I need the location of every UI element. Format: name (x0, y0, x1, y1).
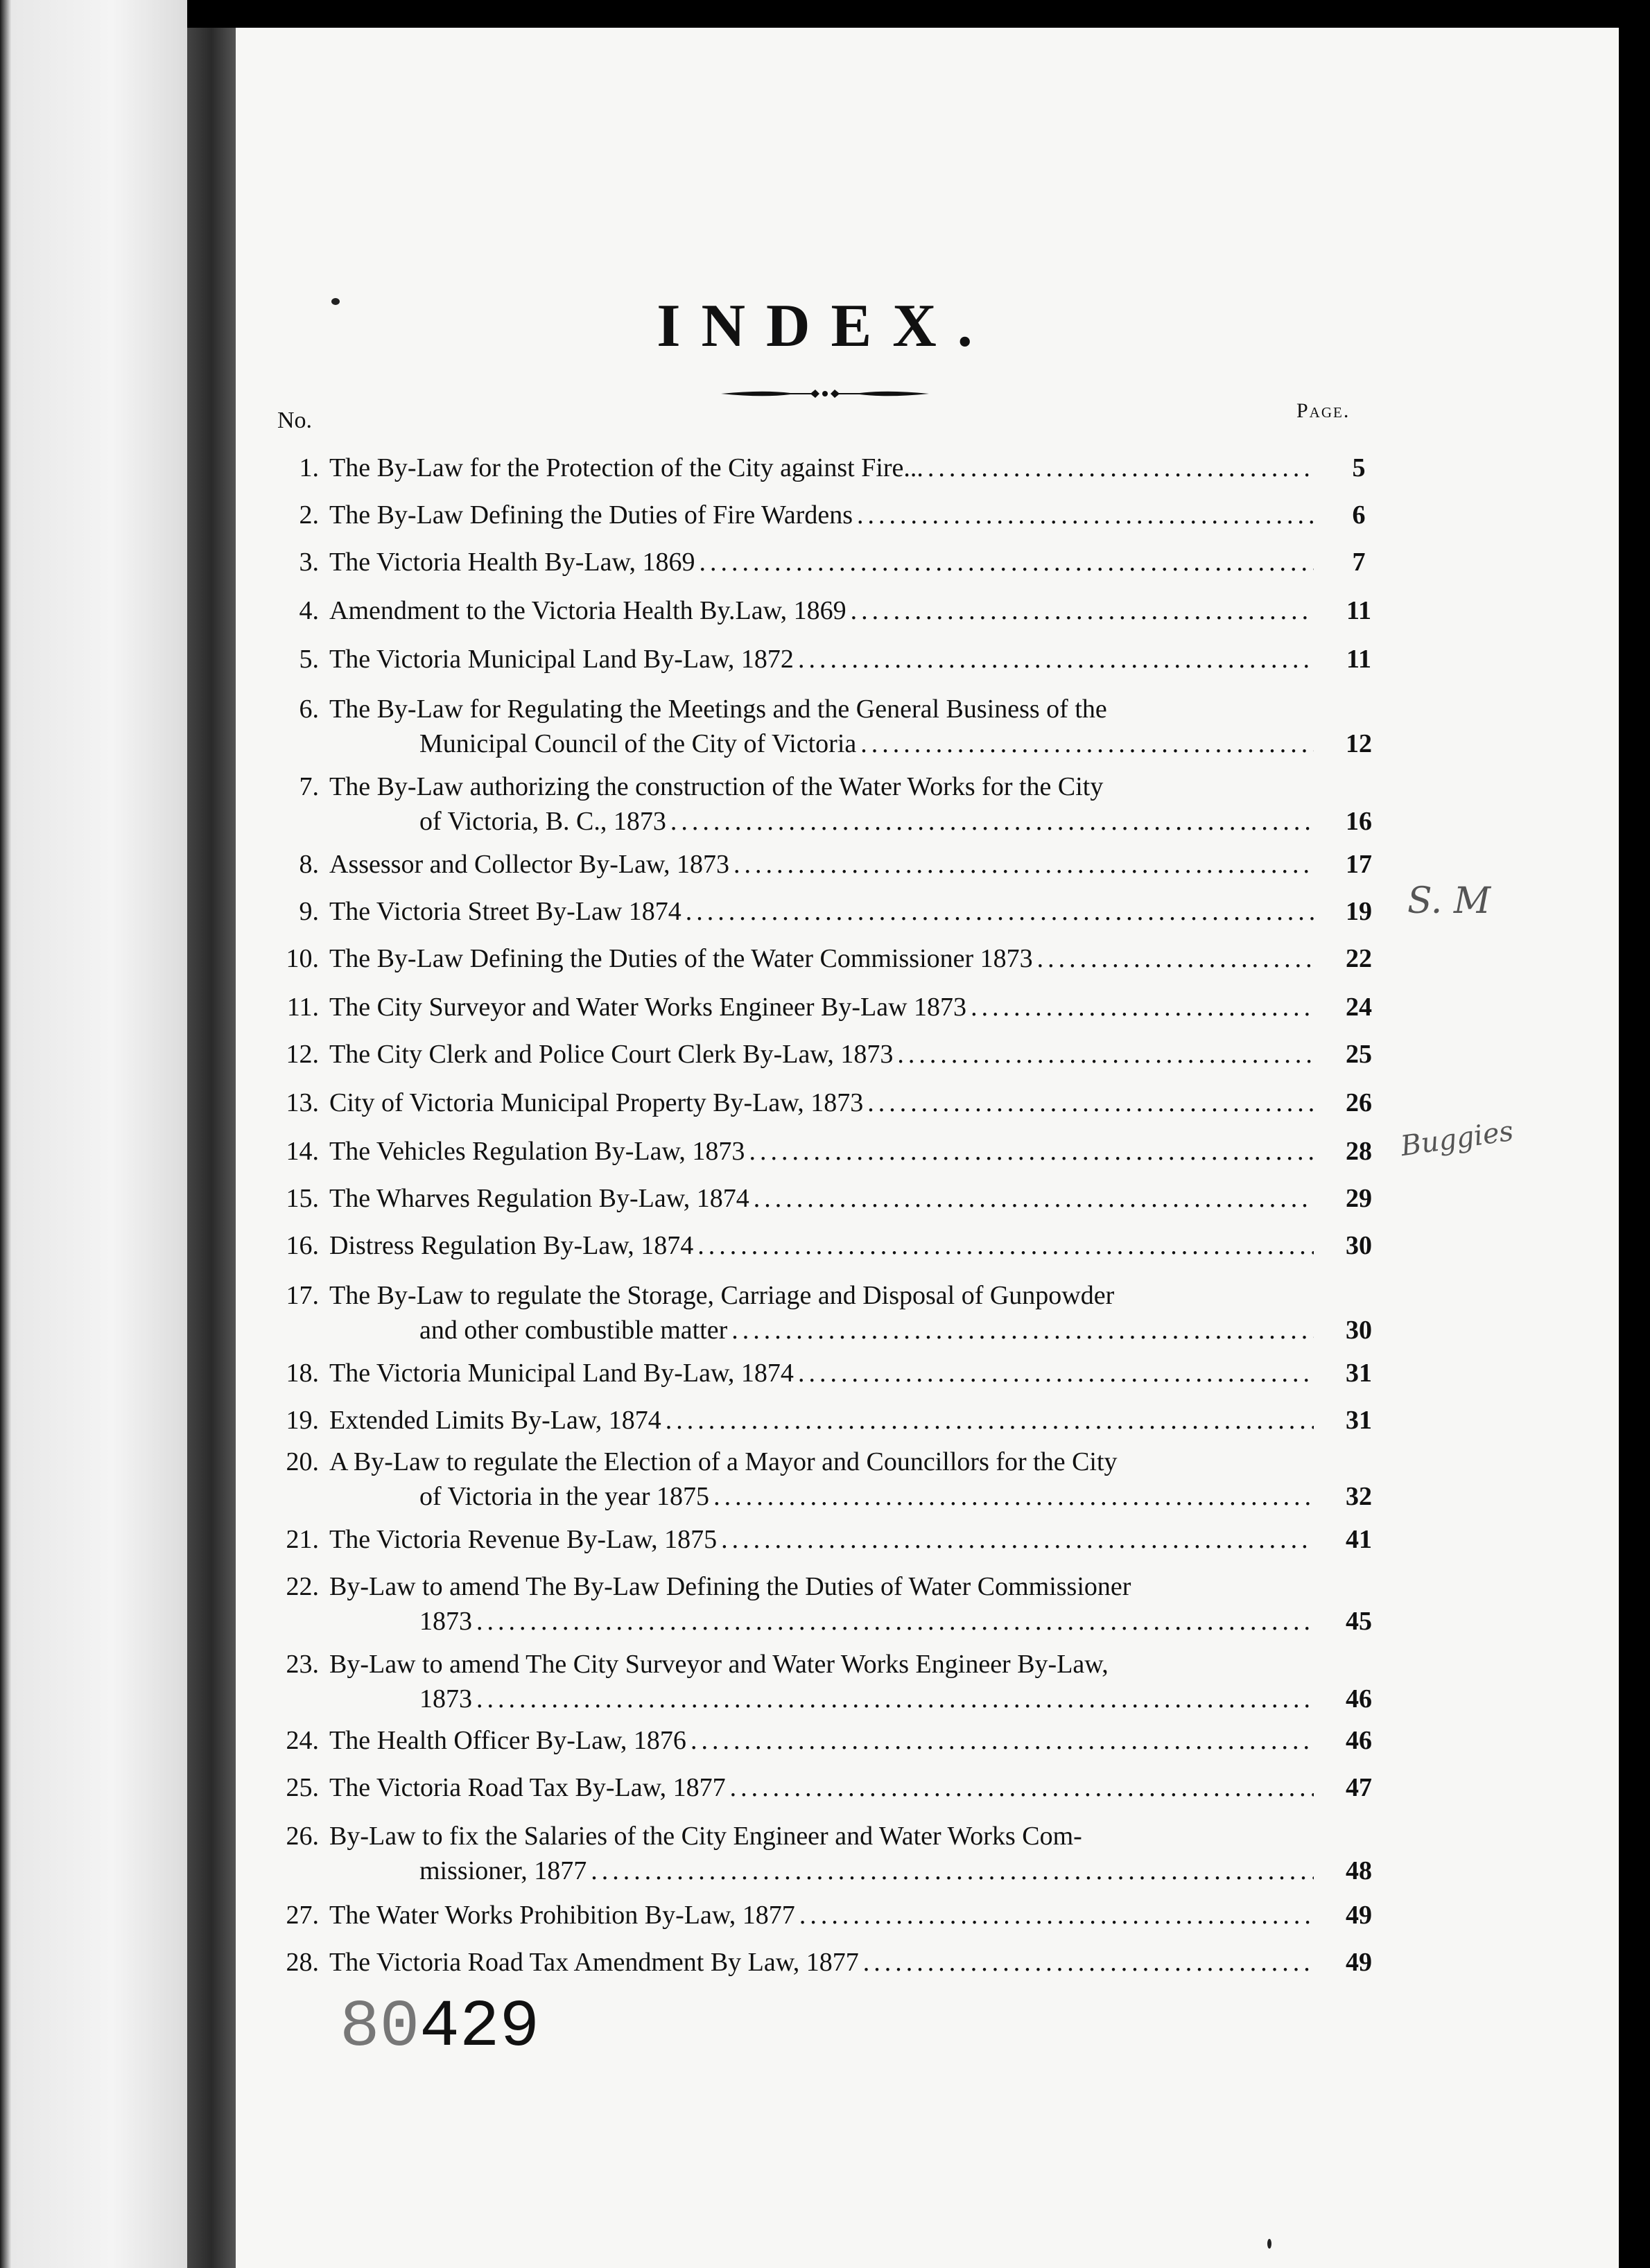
entry-page-number: 24 (1346, 993, 1372, 1022)
entry-number: 4. (299, 596, 319, 625)
dot-leader (897, 1037, 1314, 1072)
entry-title (329, 1445, 1314, 1514)
entry-number: 5. (299, 645, 319, 674)
entry-title-line (329, 1445, 1314, 1479)
entry-title-text: of Victoria in the year 1875 (419, 1482, 710, 1511)
entry-title-line (329, 1819, 1314, 1853)
dot-leader (749, 1134, 1314, 1169)
entry-page-number: 17 (1346, 850, 1372, 879)
entry-page-number: 12 (1346, 729, 1372, 758)
entry-title-line (329, 894, 1314, 929)
entry-page-number: 22 (1346, 944, 1372, 973)
dot-leader (666, 1403, 1314, 1438)
page-title: INDEX. (657, 293, 993, 360)
entry-title (329, 847, 1314, 882)
entry-number: 9. (299, 897, 319, 926)
entry-title-text: The City Surveyor and Water Works Engineer By-Law 1873 (329, 993, 967, 1022)
dot-leader (928, 451, 1314, 485)
entry-title (329, 1037, 1314, 1072)
entry-title-text: Distress Regulation By-Law, 1874 (329, 1231, 694, 1260)
entry-number: 21. (286, 1525, 319, 1554)
entry-title (329, 1403, 1314, 1438)
entry-title-text: 1873 (419, 1607, 472, 1636)
ink-speck (1267, 2239, 1271, 2249)
entry-page-number: 6 (1352, 500, 1366, 530)
entry-page-number: 28 (1346, 1137, 1372, 1166)
column-header-no: No. (277, 408, 313, 433)
entry-number: 22. (286, 1572, 319, 1601)
entry-title (329, 642, 1314, 677)
entry-title-text: The By-Law authorizing the construction of the Water Works for the City (329, 772, 1104, 801)
dot-leader (867, 1085, 1314, 1120)
entry-number: 20. (286, 1447, 319, 1476)
entry-title-text: missioner, 1877 (419, 1856, 587, 1885)
entry-title (329, 1770, 1314, 1805)
entry-title-text: The By-Law Defining the Duties of Fire Wardens (329, 500, 853, 530)
entry-title-line (329, 545, 1314, 579)
entry-title-text: The By-Law for Regulating the Meetings and the General Business of the (329, 695, 1107, 724)
entry-title-text: Amendment to the Victoria Health By.Law, 1869 (329, 596, 846, 625)
entry-title-line (329, 726, 1314, 761)
entry-title-line (329, 1522, 1314, 1557)
entry-title-line (329, 1403, 1314, 1438)
entry-number: 23. (286, 1650, 319, 1679)
entry-title-line (329, 1682, 1314, 1716)
entry-title-line (329, 990, 1314, 1024)
entry-title-line (329, 1898, 1314, 1933)
entry-page-number: 46 (1346, 1684, 1372, 1713)
entry-number: 15. (286, 1184, 319, 1213)
entry-page-number: 45 (1346, 1607, 1372, 1636)
entry-title (329, 941, 1314, 976)
stamp-digits-faint: 80 (340, 1989, 420, 2065)
entry-page-number: 49 (1346, 1948, 1372, 1977)
entry-page-number: 11 (1346, 645, 1371, 674)
entry-number: 6. (299, 695, 319, 724)
dot-leader (863, 1945, 1314, 1980)
entry-title (329, 1945, 1314, 1980)
entry-page-number: 25 (1346, 1040, 1372, 1069)
entry-title-text: The Victoria Health By-Law, 1869 (329, 548, 695, 577)
entry-title (329, 545, 1314, 579)
entry-number: 13. (286, 1088, 319, 1117)
entry-title (329, 593, 1314, 628)
entry-title-text: The Health Officer By-Law, 1876 (329, 1726, 686, 1755)
entry-number: 12. (286, 1040, 319, 1069)
entry-number: 16. (286, 1231, 319, 1260)
entry-page-number: 19 (1346, 897, 1372, 926)
entry-title-text: The By-Law Defining the Duties of the Water Commissioner 1873 (329, 944, 1033, 973)
entry-number: 7. (299, 772, 319, 801)
entry-number: 26. (286, 1822, 319, 1851)
entry-number: 10. (286, 944, 319, 973)
entry-title (329, 990, 1314, 1024)
entry-page-number: 30 (1346, 1316, 1372, 1345)
entry-page-number: 31 (1346, 1406, 1372, 1435)
entry-title-text: The Victoria Road Tax Amendment By Law, 1877 (329, 1948, 859, 1977)
entry-title-text: By-Law to amend The By-Law Defining the Duties of Water Commissioner (329, 1572, 1131, 1601)
stamp-digits: 429 (419, 1989, 540, 2065)
entry-page-number: 46 (1346, 1726, 1372, 1755)
entry-title (329, 1181, 1314, 1216)
entry-title-line (329, 847, 1314, 882)
entry-title-line (329, 769, 1314, 804)
entry-page-number: 7 (1352, 548, 1366, 577)
entry-title-text: The Water Works Prohibition By-Law, 1877 (329, 1901, 795, 1930)
entry-title (329, 1085, 1314, 1120)
entry-title-text: The By-Law to regulate the Storage, Carriage and Disposal of Gunpowder (329, 1281, 1115, 1310)
entry-number: 11. (286, 993, 319, 1022)
entry-title-line (329, 804, 1314, 839)
entry-number: 27. (286, 1901, 319, 1930)
entry-title-text: The Victoria Revenue By-Law, 1875 (329, 1525, 718, 1554)
entry-title-line (329, 1770, 1314, 1805)
catalog-number-stamp (340, 1989, 539, 2065)
entry-title-text: A By-Law to regulate the Election of a Mayor and Councillors for the City (329, 1447, 1118, 1476)
entry-title-text: Municipal Council of the City of Victoria (419, 729, 857, 758)
entry-title-line (329, 1228, 1314, 1263)
dot-leader (591, 1853, 1314, 1888)
entry-title-text: The By-Law for the Protection of the City against Fire... (329, 453, 923, 482)
entry-page-number: 30 (1346, 1231, 1372, 1260)
dot-leader (731, 1313, 1314, 1347)
entry-title-text: The City Clerk and Police Court Clerk By-Law, 1873 (329, 1040, 894, 1069)
entry-title-line (329, 1604, 1314, 1639)
entry-title-line (329, 1945, 1314, 1980)
handwritten-note: Buggies (1398, 1115, 1516, 1163)
entry-title-line (329, 941, 1314, 976)
entry-title (329, 1134, 1314, 1169)
entry-number: 2. (299, 500, 319, 530)
entry-title-line (329, 1278, 1314, 1313)
entry-number: 1. (299, 453, 319, 482)
dot-leader (721, 1522, 1314, 1557)
entry-title-text: Extended Limits By-Law, 1874 (329, 1406, 661, 1435)
entry-title-text: The Victoria Road Tax By-Law, 1877 (329, 1773, 726, 1802)
entry-title-text: and other combustible matter (419, 1316, 728, 1345)
entry-page-number: 49 (1346, 1901, 1372, 1930)
dot-leader (670, 804, 1314, 839)
entry-title (329, 1356, 1314, 1390)
entry-number: 17. (286, 1281, 319, 1310)
ornamental-rule (721, 388, 929, 399)
entry-title-text: The Victoria Municipal Land By-Law, 1874 (329, 1359, 794, 1388)
dot-leader (476, 1682, 1314, 1716)
entry-title (329, 894, 1314, 929)
dot-leader (857, 498, 1314, 532)
entry-title-line (329, 642, 1314, 677)
dot-leader (686, 894, 1314, 929)
entry-title-line (329, 1479, 1314, 1514)
entry-number: 28. (286, 1948, 319, 1977)
dot-leader (851, 593, 1314, 628)
entry-title (329, 1898, 1314, 1933)
entry-title (329, 1569, 1314, 1639)
entry-page-number: 26 (1346, 1088, 1372, 1117)
entry-page-number: 11 (1346, 596, 1371, 625)
entry-title-line (329, 1085, 1314, 1120)
book-gutter (187, 28, 236, 2268)
entry-page-number: 32 (1346, 1482, 1372, 1511)
entry-number: 24. (286, 1726, 319, 1755)
entry-number: 14. (286, 1137, 319, 1166)
entry-page-number: 31 (1346, 1359, 1372, 1388)
entry-title (329, 1647, 1314, 1716)
entry-title-line (329, 451, 1314, 485)
entry-title-text: of Victoria, B. C., 1873 (419, 807, 666, 836)
dot-leader (691, 1723, 1314, 1758)
column-header-page: Page. (1296, 399, 1351, 422)
entry-title (329, 692, 1314, 761)
entry-title-line (329, 1313, 1314, 1347)
entry-title-line (329, 1853, 1314, 1888)
entry-page-number: 5 (1352, 453, 1366, 482)
dot-leader (697, 1228, 1314, 1263)
entry-title (329, 498, 1314, 532)
dot-leader (798, 1356, 1314, 1390)
entry-title-text: The Victoria Municipal Land By-Law, 1872 (329, 645, 794, 674)
handwritten-note: S. M (1407, 880, 1491, 922)
entry-title-line (329, 1356, 1314, 1390)
entry-number: 8. (299, 850, 319, 879)
entry-title (329, 1522, 1314, 1557)
entry-title-text: Assessor and Collector By-Law, 1873 (329, 850, 729, 879)
dot-leader (476, 1604, 1314, 1639)
entry-number: 18. (286, 1359, 319, 1388)
entry-page-number: 47 (1346, 1773, 1372, 1802)
entry-title (329, 1278, 1314, 1347)
ink-speck (331, 298, 340, 305)
entry-title-line (329, 1723, 1314, 1758)
entry-number: 25. (286, 1773, 319, 1802)
entry-title (329, 1819, 1314, 1888)
entry-title (329, 451, 1314, 485)
entry-title-text: The Vehicles Regulation By-Law, 1873 (329, 1137, 745, 1166)
entry-title-text: The Victoria Street By-Law 1874 (329, 897, 681, 926)
dot-leader (699, 545, 1314, 579)
entry-title-text: By-Law to fix the Salaries of the City Engineer and Water Works Com- (329, 1822, 1082, 1851)
entry-title-line (329, 1037, 1314, 1072)
entry-page-number: 16 (1346, 807, 1372, 836)
entry-title (329, 1228, 1314, 1263)
entry-number: 19. (286, 1406, 319, 1435)
dot-leader (754, 1181, 1314, 1216)
dot-leader (860, 726, 1314, 761)
entry-page-number: 41 (1346, 1525, 1372, 1554)
dot-leader (1037, 941, 1314, 976)
dot-leader (713, 1479, 1314, 1514)
entry-title-line (329, 1647, 1314, 1682)
entry-title (329, 1723, 1314, 1758)
entry-title-text: By-Law to amend The City Surveyor and Water Works Engineer By-Law, (329, 1650, 1109, 1679)
entry-page-number: 29 (1346, 1184, 1372, 1213)
entry-title-line (329, 1134, 1314, 1169)
entry-title-line (329, 1181, 1314, 1216)
entry-title-line (329, 593, 1314, 628)
entry-page-number: 48 (1346, 1856, 1372, 1885)
entry-number: 3. (299, 548, 319, 577)
entry-title-line (329, 692, 1314, 726)
entry-title-line (329, 1569, 1314, 1604)
dot-leader (730, 1770, 1314, 1805)
entry-title-text: City of Victoria Municipal Property By-Law, 1873 (329, 1088, 864, 1117)
entry-title-text: The Wharves Regulation By-Law, 1874 (329, 1184, 749, 1213)
dot-leader (733, 847, 1314, 882)
dot-leader (971, 990, 1314, 1024)
entry-title-line (329, 498, 1314, 532)
entry-title (329, 769, 1314, 839)
entry-title-text: 1873 (419, 1684, 472, 1713)
dot-leader (799, 1898, 1314, 1933)
dot-leader (798, 642, 1314, 677)
